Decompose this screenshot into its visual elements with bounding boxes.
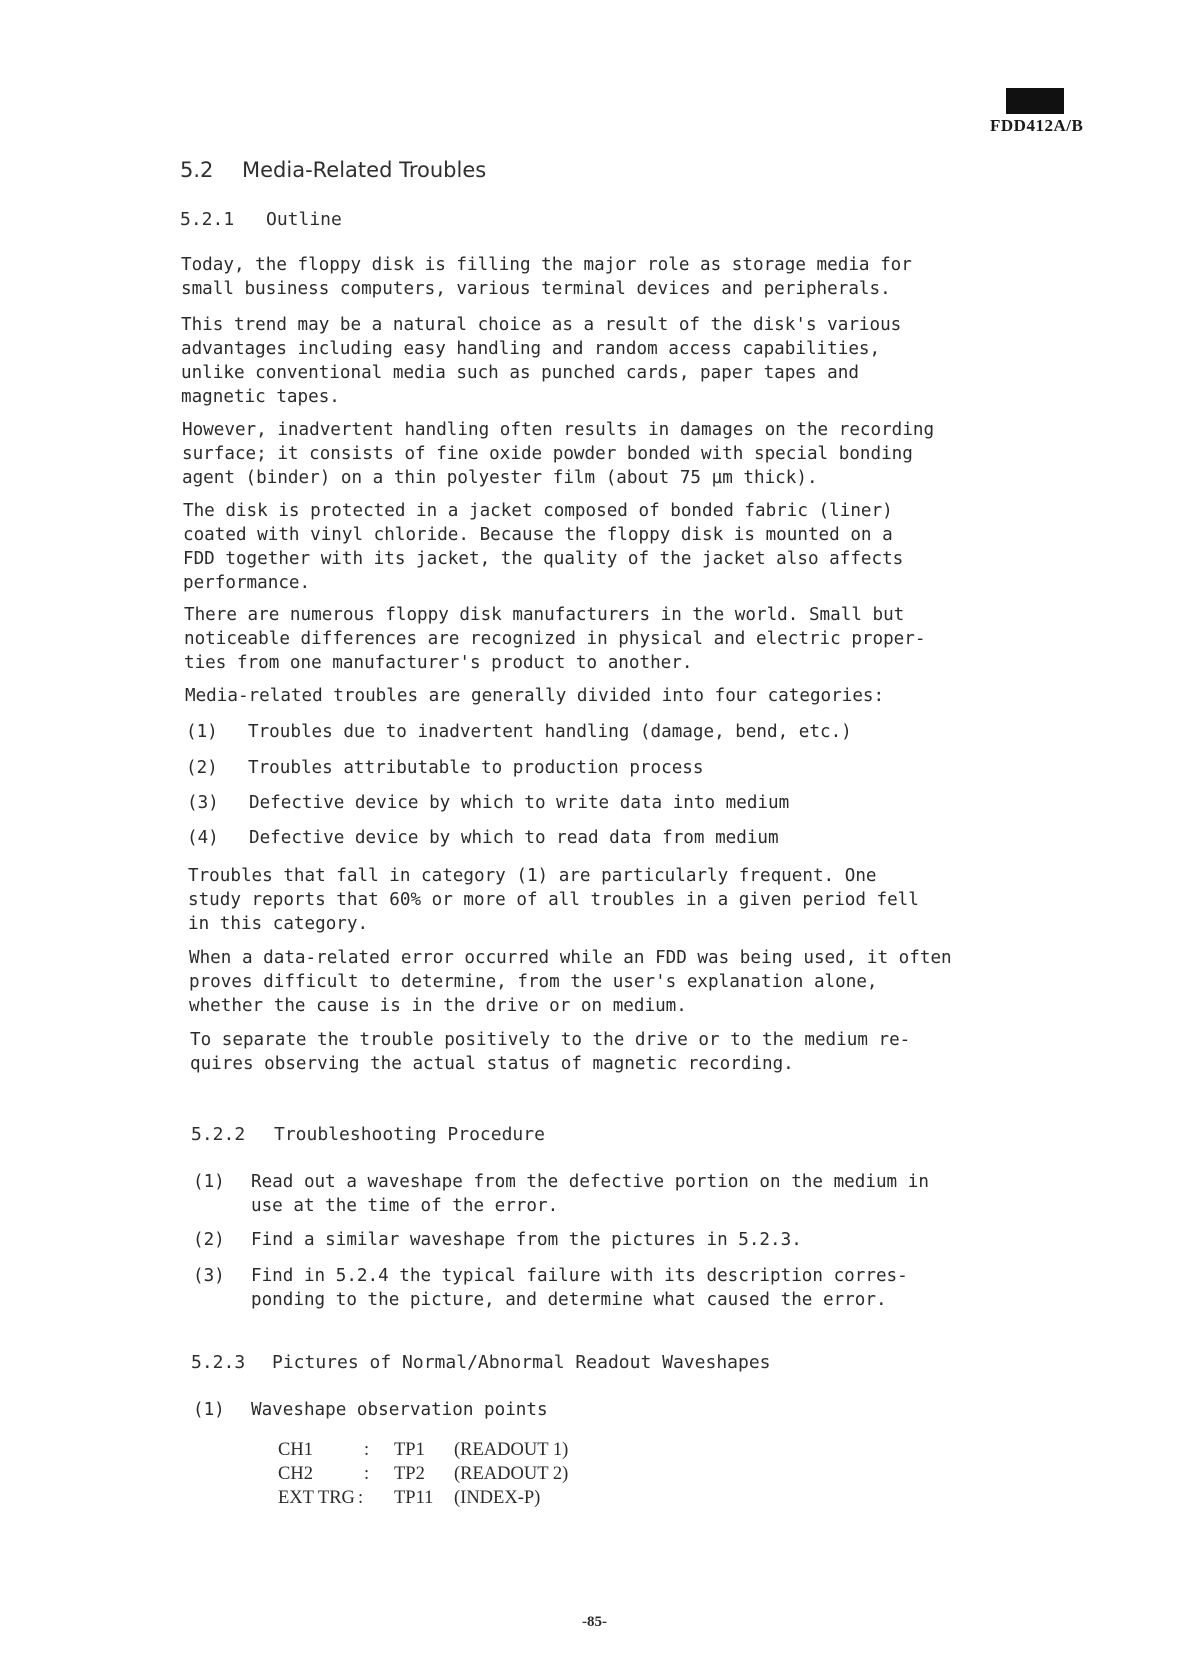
observation-points-table <box>278 1438 598 1510</box>
observation-row <box>278 1462 598 1486</box>
list-text: Troubles due to inadvertent handling (damage, bend, etc.) <box>248 722 852 742</box>
procedure-step <box>193 1228 1073 1252</box>
paragraph <box>183 499 903 595</box>
paragraph-line: Today, the floppy disk is filling the major role as storage media for <box>181 255 912 275</box>
list-item <box>187 826 987 850</box>
paragraph-line: There are numerous floppy disk manufacturers in the world. Small but <box>184 605 905 625</box>
channel-label: EXT TRG <box>278 1488 355 1508</box>
list-number: (4) <box>187 828 219 848</box>
step-line: Find a similar waveshape from the pictures in 5.2.3. <box>251 1230 802 1250</box>
paragraph-line: The disk is protected in a jacket composed of bonded fabric (liner) <box>183 501 893 521</box>
paragraph-line: quires observing the actual status of magnetic recording. <box>190 1054 794 1074</box>
section-title-5-2-2: Troubleshooting Procedure <box>274 1124 545 1145</box>
channel-label: CH2 <box>278 1464 313 1484</box>
paragraph <box>185 684 884 708</box>
list-number: (1) <box>186 722 218 742</box>
paragraph-line: ties from one manufacturer's product to another. <box>184 653 693 673</box>
test-point: TP2 <box>394 1464 425 1484</box>
list-text: Waveshape observation points <box>251 1400 548 1420</box>
page-number: -85- <box>582 1614 607 1630</box>
paragraph-line: noticeable differences are recognized in physical and electric proper- <box>184 629 926 649</box>
list-number: (2) <box>186 758 218 778</box>
list-item <box>187 791 987 815</box>
section-number-5-2-1: 5.2.1 <box>180 209 235 230</box>
step-line: Find in 5.2.4 the typical failure with its description corres- <box>251 1266 908 1286</box>
paragraph-line: in this category. <box>188 914 369 934</box>
step-line: use at the time of the error. <box>251 1196 559 1216</box>
step-number: (3) <box>193 1266 225 1286</box>
list-text: Defective device by which to write data into medium <box>249 793 790 813</box>
section-number-5-2: 5.2 <box>180 158 214 182</box>
paragraph <box>188 864 919 936</box>
test-point-description: (READOUT 1) <box>454 1440 569 1460</box>
paragraph-line: However, inadvertent handling often results in damages on the recording <box>182 420 935 440</box>
paragraph-line: magnetic tapes. <box>181 387 340 407</box>
step-number: (2) <box>193 1230 225 1250</box>
list-text: Troubles attributable to production process <box>248 758 704 778</box>
paragraph <box>181 253 912 301</box>
observation-row <box>278 1486 598 1510</box>
procedure-step <box>193 1264 1073 1312</box>
paragraph-line: advantages including easy handling and random access capabilities, <box>181 339 881 359</box>
paragraph-line: coated with vinyl chloride. Because the floppy disk is mounted on a <box>183 525 893 545</box>
step-text <box>251 1264 908 1312</box>
paragraph <box>181 313 901 409</box>
channel-label: CH1 <box>278 1440 313 1460</box>
test-point: TP1 <box>394 1440 425 1460</box>
paragraph <box>182 418 934 490</box>
paragraph <box>189 946 952 1018</box>
list-item <box>193 1398 893 1422</box>
model-code: FDD412A/B <box>990 116 1084 135</box>
separator: : <box>364 1440 370 1460</box>
section-title-5-2: Media-Related Troubles <box>242 158 487 182</box>
list-text: Defective device by which to read data from medium <box>249 828 779 848</box>
paragraph-line: Troubles that fall in category (1) are particularly frequent. One <box>188 866 877 886</box>
list-item <box>186 756 986 780</box>
section-number-5-2-3: 5.2.3 <box>191 1352 246 1373</box>
paragraph-line: unlike conventional media such as punched cards, paper tapes and <box>181 363 859 383</box>
paragraph-line: FDD together with its jacket, the quality of the jacket also affects <box>183 549 904 569</box>
step-text <box>251 1170 929 1218</box>
paragraph-line: whether the cause is in the drive or on medium. <box>189 996 687 1016</box>
paragraph-line: This trend may be a natural choice as a result of the disk's various <box>181 315 902 335</box>
paragraph-line: proves difficult to determine, from the user's explanation alone, <box>189 972 878 992</box>
section-title-5-2-3: Pictures of Normal/Abnormal Readout Waveshapes <box>272 1352 771 1373</box>
list-number: (1) <box>193 1400 225 1420</box>
paragraph-line: To separate the trouble positively to the drive or to the medium re- <box>190 1030 911 1050</box>
list-item <box>186 720 986 744</box>
paragraph-line: study reports that 60% or more of all troubles in a given period fell <box>188 890 919 910</box>
test-point-description: (INDEX-P) <box>454 1488 541 1508</box>
paragraph <box>184 603 925 675</box>
test-point-description: (READOUT 2) <box>454 1464 569 1484</box>
paragraph-line: small business computers, various terminal devices and peripherals. <box>181 279 891 299</box>
section-number-5-2-2: 5.2.2 <box>191 1124 246 1145</box>
section-title-5-2-1: Outline <box>266 209 342 230</box>
step-text <box>251 1228 802 1252</box>
observation-row <box>278 1438 598 1462</box>
paragraph-line: performance. <box>183 573 311 593</box>
paragraph-line: Media-related troubles are generally divided into four categories: <box>185 686 885 706</box>
list-number: (3) <box>187 793 219 813</box>
paragraph-line: agent (binder) on a thin polyester film (about 75 µm thick). <box>182 468 818 488</box>
step-line: ponding to the picture, and determine what caused the error. <box>251 1290 887 1310</box>
paragraph <box>190 1028 910 1076</box>
paragraph-line: surface; it consists of fine oxide powder bonded with special bonding <box>182 444 913 464</box>
test-point: TP11 <box>394 1488 434 1508</box>
procedure-step <box>193 1170 1073 1218</box>
separator: : <box>364 1464 370 1484</box>
header-black-tab <box>1006 88 1064 114</box>
separator: : <box>358 1488 364 1508</box>
step-line: Read out a waveshape from the defective portion on the medium in <box>251 1172 929 1192</box>
step-number: (1) <box>193 1172 225 1192</box>
paragraph-line: When a data-related error occurred while an FDD was being used, it often <box>189 948 952 968</box>
